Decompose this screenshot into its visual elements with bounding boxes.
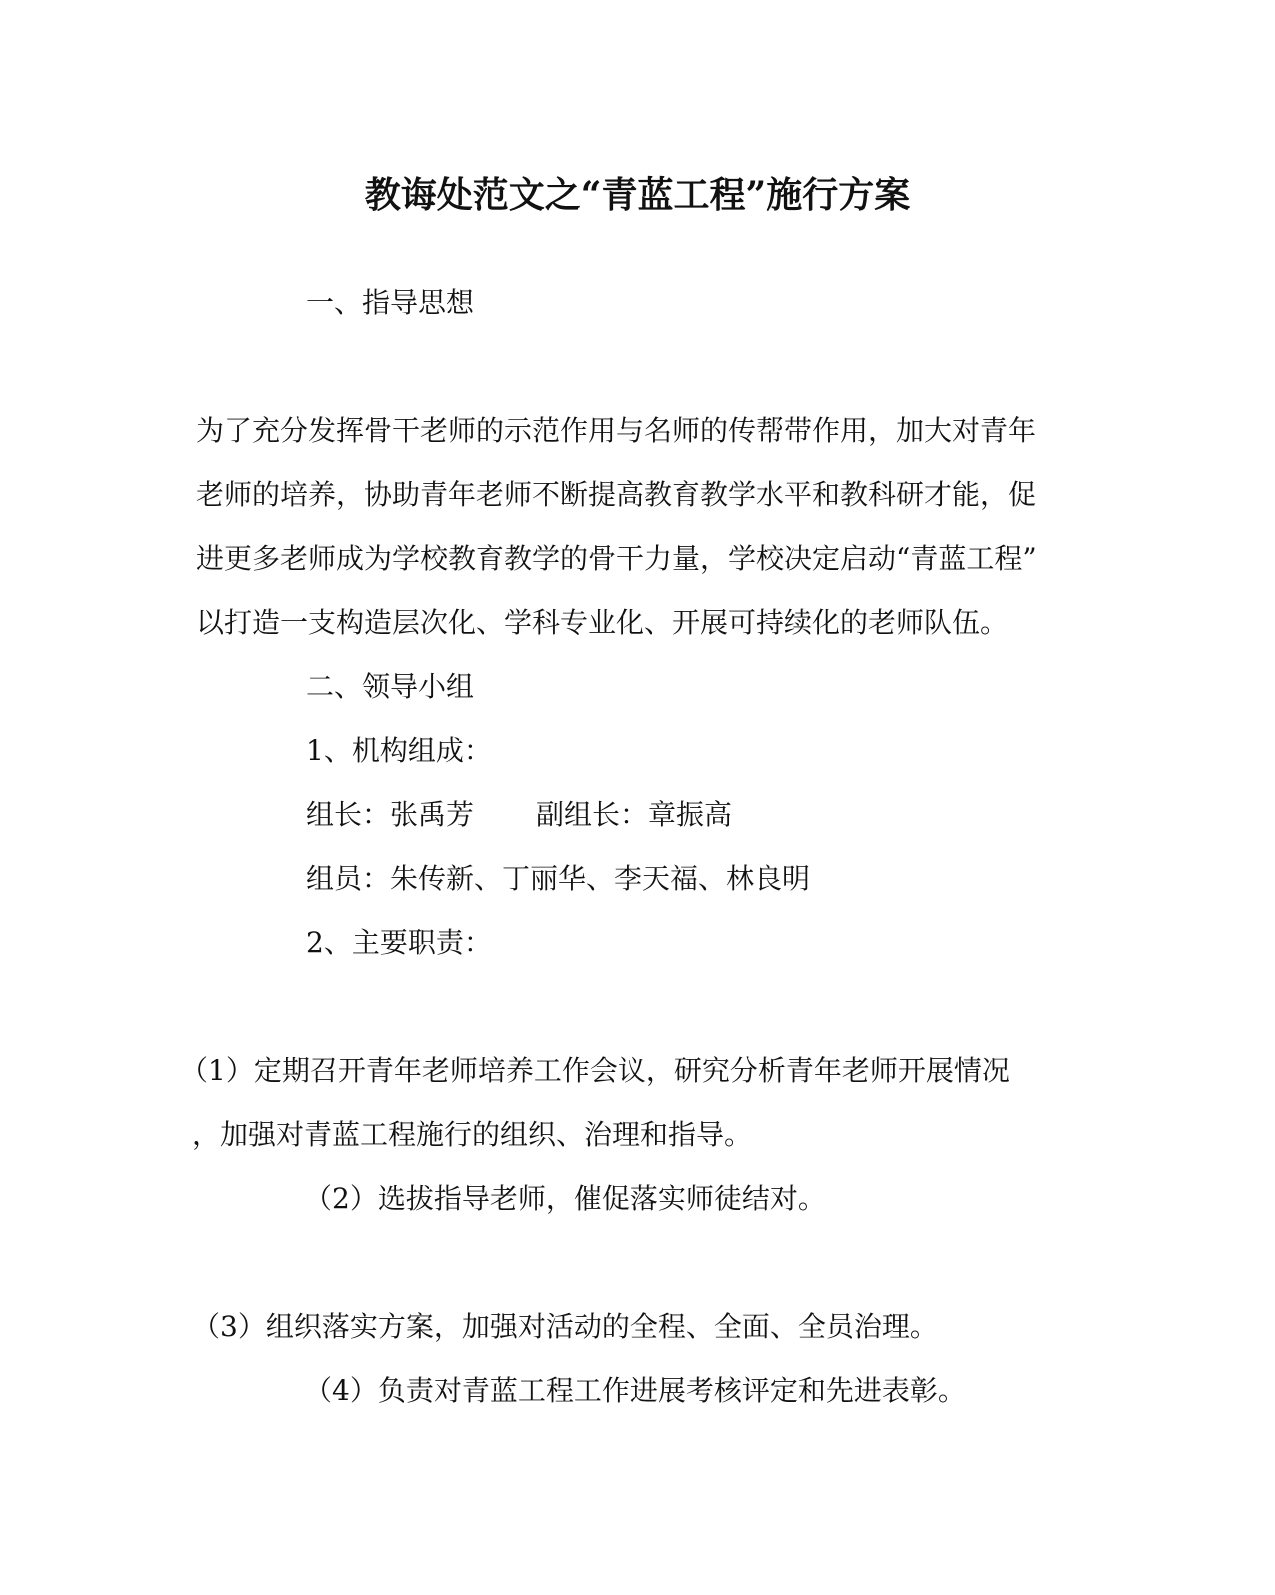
section-heading-leadership-group: 二、领导小组	[306, 670, 475, 703]
paragraph-line: 为了充分发挥骨干老师的示范作用与名师的传帮带作用，加大对青年	[196, 414, 1037, 447]
duty-item-4: （4）负责对青蓝工程工作进展考核评定和先进表彰。	[304, 1374, 966, 1407]
group-members: 组员：朱传新、丁丽华、李天福、林良明	[306, 862, 811, 895]
duty-item-1-line-2: ，加强对青蓝工程施行的组织、治理和指导。	[192, 1118, 753, 1151]
section-heading-guiding-thought: 一、指导思想	[306, 286, 475, 319]
paragraph-line: 以打造一支构造层次化、学科专业化、开展可持续化的老师队伍。	[196, 606, 1009, 639]
duty-item-1-line-1: （1）定期召开青年老师培养工作会议，研究分析青年老师开展情况	[180, 1054, 1010, 1087]
duty-item-3: （3）组织落实方案，加强对活动的全程、全面、全员治理。	[192, 1310, 938, 1343]
duty-item-2: （2）选拔指导老师，催促落实师徒结对。	[304, 1182, 826, 1215]
paragraph-line: 老师的培养，协助青年老师不断提高教育教学水平和教科研才能，促	[196, 478, 1037, 511]
group-leader: 组长：张禹芳	[306, 798, 475, 831]
subheading-duties: 2、主要职责：	[306, 926, 492, 959]
vice-group-leader: 副组长：章振高	[536, 798, 733, 831]
paragraph-line: 进更多老师成为学校教育教学的骨干力量，学校决定启动“青蓝工程”	[196, 542, 1037, 575]
subheading-organization: 1、机构组成：	[306, 734, 492, 767]
page-title: 教诲处范文之“青蓝工程”施行方案	[364, 174, 911, 216]
